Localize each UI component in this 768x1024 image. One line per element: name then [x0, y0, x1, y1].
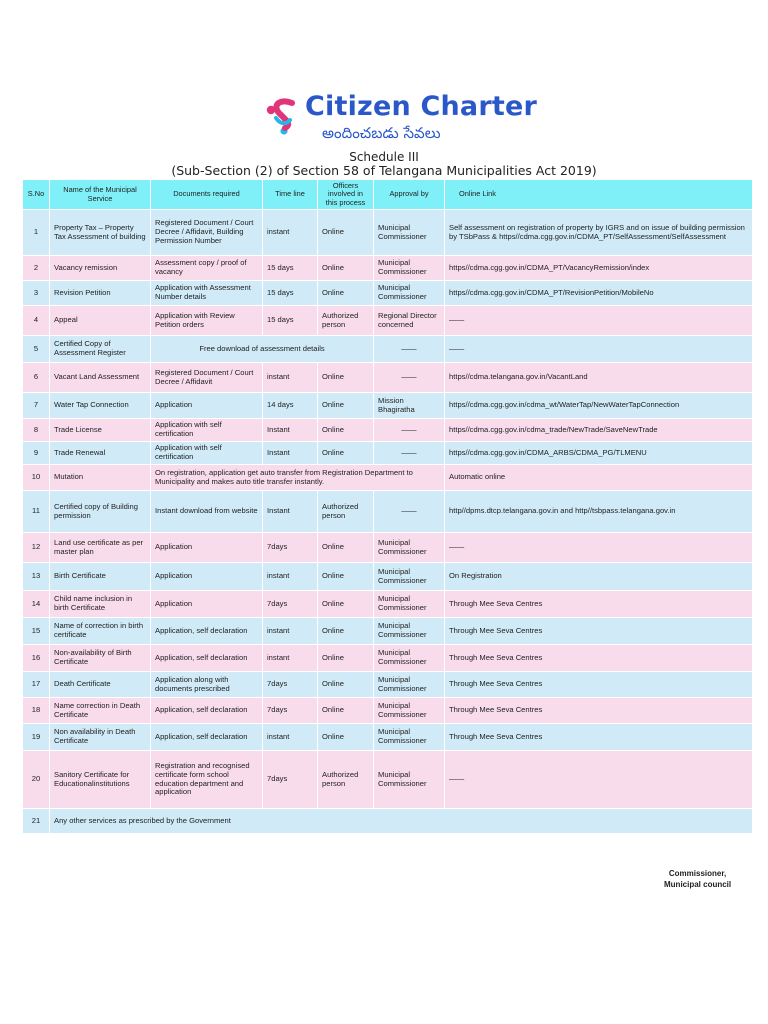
cell-service: Vacancy remission	[50, 256, 151, 281]
cell-sno: 4	[23, 306, 50, 336]
cell-service: Sanitory Certificate for Educationalinstitutions	[50, 751, 151, 809]
cell-approval: Municipal Commissioner	[374, 751, 445, 809]
cell-documents: Application with Assessment Number details	[151, 281, 263, 306]
cell-timeline: Instant	[263, 442, 318, 465]
cell-sno: 19	[23, 724, 50, 751]
page-subtitle-telugu: అందించబడు సేవలు	[322, 124, 441, 142]
cell-documents: Application, self declaration	[151, 698, 263, 724]
col-header-service: Name of the Municipal Service	[50, 180, 151, 210]
cell-documents: Application	[151, 393, 263, 419]
cell-timeline: instant	[263, 363, 318, 393]
col-header-documents: Documents required	[151, 180, 263, 210]
cell-sno: 7	[23, 393, 50, 419]
cell-online-link: https//cdma.telangana.gov.in/VacantLand	[445, 363, 753, 393]
cell-service: Certified Copy of Assessment Register	[50, 336, 151, 363]
signature-office: Municipal council	[664, 880, 732, 890]
cell-service: Birth Certificate	[50, 563, 151, 591]
cell-service: Land use certificate as per master plan	[50, 533, 151, 563]
col-header-online-link: Online Link	[445, 180, 753, 210]
cell-service: Mutation	[50, 465, 151, 491]
table-row	[23, 618, 753, 645]
cell-approval: Municipal Commissioner	[374, 698, 445, 724]
signature-title: Commissioner,	[668, 869, 727, 878]
cell-approval: Municipal Commissioner	[374, 618, 445, 645]
cell-online-link: https//cdma.cgg.gov.in/CDMA_ARBS/CDMA_PG/TLMENU	[445, 442, 753, 465]
cell-approval: Municipal Commissioner	[374, 672, 445, 698]
cell-documents: Registered Document / Court Decree / Affidavit, Building Permission Number	[151, 210, 263, 256]
cell-approval: Municipal Commissioner	[374, 591, 445, 618]
cell-officers: Online	[318, 281, 374, 306]
cell-officers: Authorized person	[318, 306, 374, 336]
cell-sno: 6	[23, 363, 50, 393]
cell-online-link: Through Mee Seva Centres	[445, 672, 753, 698]
cell-service: Property Tax – Property Tax Assessment of building	[50, 210, 151, 256]
cell-sno: 16	[23, 645, 50, 672]
cell-officers: Online	[318, 533, 374, 563]
cell-approval: Regional Director concerned	[374, 306, 445, 336]
cell-timeline: instant	[263, 618, 318, 645]
table-row	[23, 442, 753, 465]
table-row	[23, 363, 753, 393]
cell-service: Water Tap Connection	[50, 393, 151, 419]
cell-sno: 12	[23, 533, 50, 563]
cell-officers: Online	[318, 724, 374, 751]
cell-approval: Municipal Commissioner	[374, 533, 445, 563]
cell-documents: Application along with documents prescribed	[151, 672, 263, 698]
table-row	[23, 698, 753, 724]
page-title: Citizen Charter	[305, 91, 537, 122]
cell-timeline: 7days	[263, 672, 318, 698]
cell-documents: Registered Document / Court Decree / Affidavit	[151, 363, 263, 393]
col-header-sno: S.No	[23, 180, 50, 210]
cell-documents-merged: On registration, application get auto transfer from Registration Department to Municipality and makes auto title transfer instantly.	[151, 465, 445, 491]
cell-online-link: http//dpms.dtcp.telangana.gov.in and http//tsbpass.telangana.gov.in	[445, 491, 753, 533]
cell-documents: Application, self declaration	[151, 618, 263, 645]
table-row	[23, 533, 753, 563]
col-header-timeline: Time line	[263, 180, 318, 210]
cell-sno: 2	[23, 256, 50, 281]
cell-sno: 15	[23, 618, 50, 645]
cell-online-link: Self assessment on registration of property by IGRS and on issue of building permission by TSbPass & https//cdma.cgg.gov.in/CDMA_PT/SelfAssessment/SelfAssessment	[445, 210, 753, 256]
cell-documents: Instant download from website	[151, 491, 263, 533]
cell-online-link: Through Mee Seva Centres	[445, 591, 753, 618]
cell-online-link: https//cdma.cgg.gov.in/CDMA_PT/RevisionPetition/MobileNo	[445, 281, 753, 306]
cell-documents: Application	[151, 591, 263, 618]
cell-documents-merged: Free download of assessment details	[151, 336, 374, 363]
col-header-officers: Officers involved in this process	[318, 180, 374, 210]
cell-service: Certified copy of Building permission	[50, 491, 151, 533]
cell-service: Child name inclusion in birth Certificate	[50, 591, 151, 618]
cell-sno: 8	[23, 419, 50, 442]
cell-service: Trade Renewal	[50, 442, 151, 465]
col-header-approval: Approval by	[374, 180, 445, 210]
cell-documents: Application with Review Petition orders	[151, 306, 263, 336]
table-row	[23, 645, 753, 672]
cell-timeline: 15 days	[263, 256, 318, 281]
cell-timeline: 7days	[263, 698, 318, 724]
cell-officers: Online	[318, 393, 374, 419]
table-row	[23, 672, 753, 698]
cell-documents: Application, self declaration	[151, 645, 263, 672]
cell-timeline: 15 days	[263, 281, 318, 306]
table-row	[23, 306, 753, 336]
cell-online-link: Through Mee Seva Centres	[445, 724, 753, 751]
cell-service: Name correction in Death Certificate	[50, 698, 151, 724]
cell-officers: Online	[318, 563, 374, 591]
table-row	[23, 491, 753, 533]
cell-timeline: 14 days	[263, 393, 318, 419]
cell-documents: Assessment copy / proof of vacancy	[151, 256, 263, 281]
cell-approval: Municipal Commissioner	[374, 563, 445, 591]
cell-officers: Online	[318, 363, 374, 393]
table-header-row	[23, 180, 753, 210]
cell-approval: Mission Bhagiratha	[374, 393, 445, 419]
cell-documents: Application with self certification	[151, 442, 263, 465]
cell-timeline: Instant	[263, 491, 318, 533]
cell-officers: Online	[318, 672, 374, 698]
cell-timeline: 7days	[263, 533, 318, 563]
cell-sno: 21	[23, 809, 50, 834]
cell-timeline: instant	[263, 563, 318, 591]
cell-approval: ——	[374, 419, 445, 442]
schedule-heading: Schedule III	[349, 150, 419, 164]
cell-approval: Municipal Commissioner	[374, 256, 445, 281]
cell-officers: Online	[318, 442, 374, 465]
cell-online-link: ——	[445, 533, 753, 563]
cell-timeline: 7days	[263, 591, 318, 618]
table-row	[23, 563, 753, 591]
cell-documents: Application, self declaration	[151, 724, 263, 751]
cell-service: Trade License	[50, 419, 151, 442]
cell-sno: 3	[23, 281, 50, 306]
cell-online-link: ——	[445, 751, 753, 809]
table-row	[23, 393, 753, 419]
cell-online-link: Automatic online	[445, 465, 753, 491]
cell-officers: Online	[318, 210, 374, 256]
table-row	[23, 751, 753, 809]
cell-online-link: https//cdma.cgg.gov.in/CDMA_PT/VacancyRemission/index	[445, 256, 753, 281]
cell-documents: Registration and recognised certificate form school education department and application	[151, 751, 263, 809]
signature-block	[664, 868, 731, 890]
cell-timeline: instant	[263, 210, 318, 256]
table-row	[23, 256, 753, 281]
cell-sno: 17	[23, 672, 50, 698]
subsection-heading: (Sub-Section (2) of Section 58 of Telangana Municipalities Act 2019)	[171, 163, 597, 178]
cell-sno: 9	[23, 442, 50, 465]
cell-online-link: Through Mee Seva Centres	[445, 698, 753, 724]
table-row	[23, 591, 753, 618]
cell-online-link: ——	[445, 306, 753, 336]
cell-officers: Online	[318, 419, 374, 442]
cell-documents: Application	[151, 533, 263, 563]
cell-timeline: 15 days	[263, 306, 318, 336]
cell-sno: 18	[23, 698, 50, 724]
cell-officers: Online	[318, 591, 374, 618]
table-row	[23, 419, 753, 442]
cell-approval: Municipal Commissioner	[374, 210, 445, 256]
cell-service: Revision Petition	[50, 281, 151, 306]
cell-timeline: 7days	[263, 751, 318, 809]
cell-officers: Online	[318, 618, 374, 645]
cell-sno: 11	[23, 491, 50, 533]
cell-service: Appeal	[50, 306, 151, 336]
cell-online-link: https//cdma.cgg.gov.in/cdma_trade/NewTrade/SaveNewTrade	[445, 419, 753, 442]
cell-timeline: Instant	[263, 419, 318, 442]
cell-sno: 10	[23, 465, 50, 491]
citizen-charter-logo-icon	[262, 94, 302, 138]
cell-officers: Online	[318, 698, 374, 724]
cell-timeline: instant	[263, 645, 318, 672]
cell-other-services: Any other services as prescribed by the Government	[50, 809, 753, 834]
table-row	[23, 281, 753, 306]
cell-approval: ——	[374, 363, 445, 393]
cell-online-link: Through Mee Seva Centres	[445, 645, 753, 672]
services-table	[22, 179, 753, 834]
cell-approval: ——	[374, 336, 445, 363]
cell-service: Non-availability of Birth Certificate	[50, 645, 151, 672]
cell-documents: Application with self certification	[151, 419, 263, 442]
table-row	[23, 465, 753, 491]
cell-sno: 14	[23, 591, 50, 618]
cell-online-link: Through Mee Seva Centres	[445, 618, 753, 645]
table-row	[23, 724, 753, 751]
table-row	[23, 336, 753, 363]
cell-sno: 20	[23, 751, 50, 809]
cell-officers: Online	[318, 256, 374, 281]
cell-sno: 1	[23, 210, 50, 256]
cell-online-link: ——	[445, 336, 753, 363]
cell-service: Name of correction in birth certificate	[50, 618, 151, 645]
cell-officers: Authorized person	[318, 491, 374, 533]
cell-sno: 5	[23, 336, 50, 363]
cell-online-link: On Registration	[445, 563, 753, 591]
cell-approval: ——	[374, 442, 445, 465]
cell-timeline: instant	[263, 724, 318, 751]
cell-approval: Municipal Commissioner	[374, 645, 445, 672]
cell-officers: Authorized person	[318, 751, 374, 809]
cell-service: Death Certificate	[50, 672, 151, 698]
cell-sno: 13	[23, 563, 50, 591]
table-row	[23, 210, 753, 256]
cell-officers: Online	[318, 645, 374, 672]
cell-service: Non availability in Death Certificate	[50, 724, 151, 751]
cell-approval: Municipal Commissioner	[374, 724, 445, 751]
cell-approval: Municipal Commissioner	[374, 281, 445, 306]
cell-approval: ——	[374, 491, 445, 533]
cell-documents: Application	[151, 563, 263, 591]
cell-online-link: https//cdma.cgg.gov.in/cdma_wt/WaterTap/NewWaterTapConnection	[445, 393, 753, 419]
cell-service: Vacant Land Assessment	[50, 363, 151, 393]
table-row	[23, 809, 753, 834]
